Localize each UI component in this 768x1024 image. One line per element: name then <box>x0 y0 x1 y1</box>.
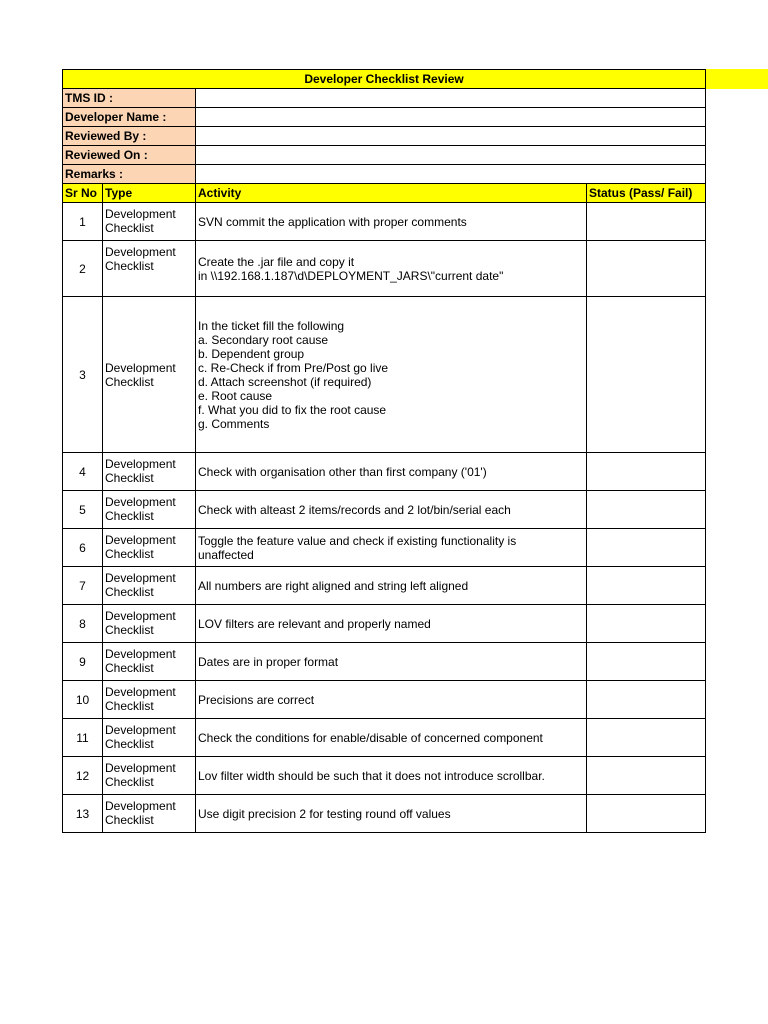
status-cell[interactable] <box>587 757 706 795</box>
type-cell: Development Checklist <box>103 297 196 453</box>
developer-name-value-cell[interactable] <box>196 108 706 127</box>
activity-cell: Use digit precision 2 for testing round off values <box>196 795 587 833</box>
status-cell[interactable] <box>587 605 706 643</box>
activity-cell: LOV filters are relevant and properly named <box>196 605 587 643</box>
sr-no-cell: 9 <box>63 643 103 681</box>
status-cell[interactable] <box>587 681 706 719</box>
checklist-row <box>63 757 706 795</box>
type-cell: Development Checklist <box>103 757 196 795</box>
checklist-row <box>63 567 706 605</box>
status-cell[interactable] <box>587 567 706 605</box>
checklist-row <box>63 491 706 529</box>
checklist-row <box>63 203 706 241</box>
status-cell[interactable] <box>587 719 706 757</box>
sr-no-cell: 11 <box>63 719 103 757</box>
developer-name-label: Developer Name : <box>63 108 196 127</box>
checklist-row <box>63 241 706 297</box>
title-row <box>63 70 706 89</box>
tms-id-label: TMS ID : <box>63 89 196 108</box>
activity-cell: In the ticket fill the following a. Secondary root cause b. Dependent group c. Re-Check if from Pre/Post go live d. Attach screenshot (if required) e. Root cause f. What you did to fix the root cause g. Comments <box>196 297 587 453</box>
checklist-row <box>63 719 706 757</box>
checklist-row <box>63 643 706 681</box>
remarks-label: Remarks : <box>63 165 196 184</box>
status-cell[interactable] <box>587 491 706 529</box>
checklist-row <box>63 529 706 567</box>
sr-no-cell: 12 <box>63 757 103 795</box>
status-cell[interactable] <box>587 297 706 453</box>
sr-no-cell: 7 <box>63 567 103 605</box>
sr-no-cell: 13 <box>63 795 103 833</box>
status-cell[interactable] <box>587 529 706 567</box>
checklist-sheet <box>62 69 705 833</box>
activity-cell: Create the .jar file and copy it in \\192.168.1.187\d\DEPLOYMENT_JARS\"current date" <box>196 241 587 297</box>
meta-row-tms-id <box>63 89 706 108</box>
meta-row-remarks <box>63 165 706 184</box>
sheet-title: Developer Checklist Review <box>63 70 706 89</box>
type-cell: Development Checklist <box>103 241 196 297</box>
type-cell: Development Checklist <box>103 719 196 757</box>
reviewed-on-label: Reviewed On : <box>63 146 196 165</box>
remarks-value-cell[interactable] <box>196 165 706 184</box>
activity-cell: Toggle the feature value and check if existing functionality is unaffected <box>196 529 587 567</box>
type-cell: Development Checklist <box>103 529 196 567</box>
column-header-activity: Activity <box>196 184 587 203</box>
activity-cell: All numbers are right aligned and string left aligned <box>196 567 587 605</box>
tms-id-value-cell[interactable] <box>196 89 706 108</box>
column-header-sr-no: Sr No <box>63 184 103 203</box>
column-header-type: Type <box>103 184 196 203</box>
meta-row-reviewed-on <box>63 146 706 165</box>
status-cell[interactable] <box>587 203 706 241</box>
activity-cell: Check the conditions for enable/disable of concerned component <box>196 719 587 757</box>
checklist-row <box>63 297 706 453</box>
reviewed-by-label: Reviewed By : <box>63 127 196 146</box>
status-cell[interactable] <box>587 795 706 833</box>
status-cell[interactable] <box>587 453 706 491</box>
reviewed-by-value-cell[interactable] <box>196 127 706 146</box>
type-cell: Development Checklist <box>103 453 196 491</box>
sr-no-cell: 10 <box>63 681 103 719</box>
activity-cell: Check with organisation other than first company ('01') <box>196 453 587 491</box>
activity-cell: Check with alteast 2 items/records and 2 lot/bin/serial each <box>196 491 587 529</box>
checklist-row <box>63 795 706 833</box>
sr-no-cell: 2 <box>63 241 103 297</box>
meta-row-developer-name <box>63 108 706 127</box>
status-cell[interactable] <box>587 241 706 297</box>
type-cell: Development Checklist <box>103 681 196 719</box>
sr-no-cell: 4 <box>63 453 103 491</box>
column-header-row <box>63 184 706 203</box>
header-fill-overflow <box>705 69 768 89</box>
type-cell: Development Checklist <box>103 567 196 605</box>
meta-row-reviewed-by <box>63 127 706 146</box>
sr-no-cell: 1 <box>63 203 103 241</box>
checklist-row <box>63 605 706 643</box>
checklist-row <box>63 453 706 491</box>
activity-cell: Lov filter width should be such that it does not introduce scrollbar. <box>196 757 587 795</box>
sr-no-cell: 8 <box>63 605 103 643</box>
status-cell[interactable] <box>587 643 706 681</box>
type-cell: Development Checklist <box>103 491 196 529</box>
sr-no-cell: 3 <box>63 297 103 453</box>
sr-no-cell: 6 <box>63 529 103 567</box>
type-cell: Development Checklist <box>103 795 196 833</box>
type-cell: Development Checklist <box>103 643 196 681</box>
checklist-row <box>63 681 706 719</box>
activity-cell: Precisions are correct <box>196 681 587 719</box>
checklist-table <box>62 69 706 833</box>
type-cell: Development Checklist <box>103 605 196 643</box>
column-header-status: Status (Pass/ Fail) <box>587 184 706 203</box>
sr-no-cell: 5 <box>63 491 103 529</box>
activity-cell: SVN commit the application with proper comments <box>196 203 587 241</box>
reviewed-on-value-cell[interactable] <box>196 146 706 165</box>
type-cell: Development Checklist <box>103 203 196 241</box>
activity-cell: Dates are in proper format <box>196 643 587 681</box>
